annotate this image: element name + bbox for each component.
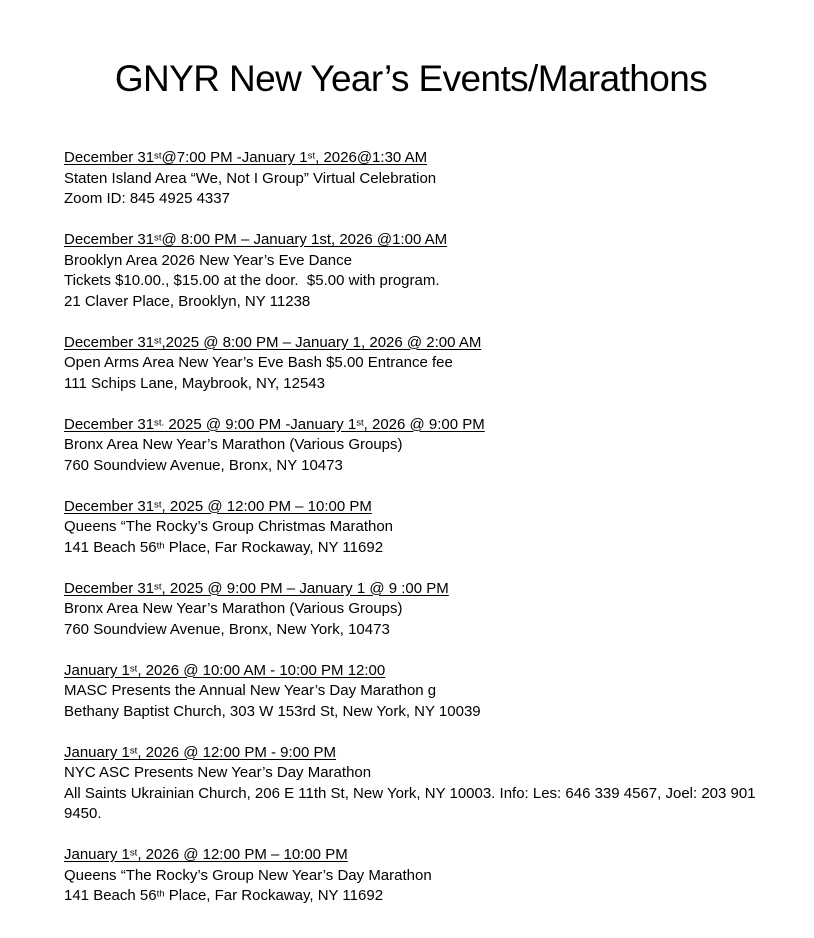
event-line bbox=[64, 374, 758, 395]
text-segment: Zoom ID: 845 4925 4337 bbox=[64, 190, 230, 207]
event-line bbox=[64, 292, 758, 313]
text-segment: , 2026 @ 12:00 PM - 9:00 PM bbox=[137, 743, 337, 761]
text-segment: 2025 @ 9:00 PM -January 1 bbox=[164, 415, 357, 433]
text-segment: 760 Soundview Avenue, Bronx, NY 10473 bbox=[64, 456, 343, 474]
text-segment: December 31 bbox=[64, 333, 155, 351]
text-segment: 141 Beach 56 bbox=[64, 887, 157, 904]
text-segment: , 2026 @ 9:00 PM bbox=[363, 415, 485, 433]
text-segment: Place, Far Rockaway, NY 11692 bbox=[164, 887, 384, 904]
text-segment: Open Arms Area New Year’s Eve Bash $5.00 Entrance fee bbox=[64, 354, 453, 371]
ordinal-superscript: st bbox=[307, 150, 316, 162]
text-segment: January 1 bbox=[64, 743, 130, 761]
text-segment: Place, Far Rockaway, NY 11692 bbox=[164, 538, 384, 556]
ordinal-superscript: st bbox=[129, 663, 138, 675]
ordinal-superscript: th bbox=[156, 540, 165, 552]
text-segment: Queens “The Rocky’s Group Christmas Marathon bbox=[64, 518, 394, 535]
event-heading bbox=[64, 497, 758, 518]
text-segment: NYC ASC Presents New Year’s Day Marathon bbox=[64, 764, 372, 781]
event-block bbox=[64, 661, 758, 723]
event-heading bbox=[64, 743, 758, 764]
text-segment: Brooklyn Area 2026 New Year’s Eve Dance bbox=[64, 251, 352, 269]
text-segment: Queens “The Rocky’s Group New Year’s Day Marathon bbox=[64, 866, 432, 884]
text-segment: , 2025 @ 12:00 PM – 10:00 PM bbox=[161, 497, 372, 515]
ordinal-superscript: st bbox=[154, 335, 162, 347]
event-block bbox=[64, 148, 758, 210]
event-heading bbox=[64, 148, 758, 169]
text-segment: December 31 bbox=[64, 497, 155, 515]
ordinal-superscript: st. bbox=[154, 417, 165, 429]
text-segment: January 1 bbox=[64, 846, 130, 863]
event-line bbox=[64, 620, 758, 641]
event-block bbox=[64, 230, 758, 312]
text-segment: , 2026 @ 12:00 PM – 10:00 PM bbox=[137, 846, 348, 863]
event-line bbox=[64, 271, 758, 292]
text-segment: December 31 bbox=[64, 149, 155, 166]
text-segment: December 31 bbox=[64, 415, 155, 433]
event-line bbox=[64, 538, 758, 559]
event-block bbox=[64, 497, 758, 559]
text-segment: , 2026@1:30 AM bbox=[315, 149, 428, 166]
ordinal-superscript: st bbox=[129, 745, 138, 757]
event-line bbox=[64, 763, 758, 784]
event-block bbox=[64, 579, 758, 641]
ordinal-superscript: st bbox=[129, 847, 138, 859]
event-line bbox=[64, 435, 758, 456]
event-heading bbox=[64, 333, 758, 354]
event-line bbox=[64, 517, 758, 538]
ordinal-superscript: st bbox=[154, 499, 162, 511]
text-segment: All Saints Ukrainian Church, 206 E 11th St, New York, NY 10003. Info: Les: 646 339 4567, Joel: 203 901 9450. bbox=[64, 784, 760, 822]
event-line bbox=[64, 866, 758, 887]
text-segment: Tickets $10.00., $15.00 at the door. $5.00 with program. bbox=[64, 272, 440, 289]
event-block bbox=[64, 845, 758, 907]
event-line bbox=[64, 251, 758, 272]
event-line bbox=[64, 681, 758, 702]
event-line bbox=[64, 169, 758, 190]
text-segment: , 2025 @ 9:00 PM – January 1 @ 9 :00 PM bbox=[161, 579, 449, 597]
events-list bbox=[64, 148, 758, 907]
text-segment: , 2026 @ 10:00 AM - 10:00 PM 12:00 bbox=[137, 661, 386, 679]
event-line bbox=[64, 702, 758, 723]
text-segment: Bronx Area New Year’s Marathon (Various Groups) bbox=[64, 436, 403, 453]
text-segment: MASC Presents the Annual New Year’s Day Marathon g bbox=[64, 682, 437, 699]
text-segment: Bronx Area New Year’s Marathon (Various Groups) bbox=[64, 600, 403, 617]
text-segment: 760 Soundview Avenue, Bronx, New York, 10473 bbox=[64, 620, 390, 638]
event-line bbox=[64, 886, 758, 907]
event-line bbox=[64, 784, 758, 825]
event-line bbox=[64, 599, 758, 620]
event-heading bbox=[64, 845, 758, 866]
ordinal-superscript: st bbox=[154, 232, 162, 244]
event-heading bbox=[64, 415, 758, 436]
text-segment: Bethany Baptist Church, 303 W 153rd St, New York, NY 10039 bbox=[64, 702, 481, 720]
text-segment: 21 Claver Place, Brooklyn, NY 11238 bbox=[64, 292, 311, 310]
ordinal-superscript: st bbox=[356, 417, 364, 429]
text-segment: @7:00 PM -January 1 bbox=[161, 149, 308, 166]
text-segment: Staten Island Area “We, Not I Group” Virtual Celebration bbox=[64, 169, 437, 187]
event-block bbox=[64, 743, 758, 825]
event-block bbox=[64, 415, 758, 477]
event-heading bbox=[64, 661, 758, 682]
event-line bbox=[64, 353, 758, 374]
ordinal-superscript: st bbox=[154, 581, 162, 593]
document-title: GNYR New Year’s Events/Marathons bbox=[114, 58, 708, 99]
text-segment: January 1 bbox=[64, 661, 130, 679]
event-heading bbox=[64, 230, 758, 251]
ordinal-superscript: st bbox=[154, 150, 162, 162]
event-block bbox=[64, 333, 758, 395]
text-segment: December 31 bbox=[64, 231, 155, 248]
event-line bbox=[64, 189, 758, 210]
ordinal-superscript: th bbox=[156, 888, 165, 900]
event-heading bbox=[64, 579, 758, 600]
text-segment: 111 Schips Lane, Maybrook, NY, 12543 bbox=[64, 374, 326, 392]
text-segment: December 31 bbox=[64, 579, 155, 597]
event-line bbox=[64, 456, 758, 477]
text-segment: ,2025 @ 8:00 PM – January 1, 2026 @ 2:00 AM bbox=[161, 333, 482, 351]
text-segment: @ 8:00 PM – January 1st, 2026 @1:00 AM bbox=[161, 231, 448, 248]
text-segment: 141 Beach 56 bbox=[64, 538, 157, 556]
